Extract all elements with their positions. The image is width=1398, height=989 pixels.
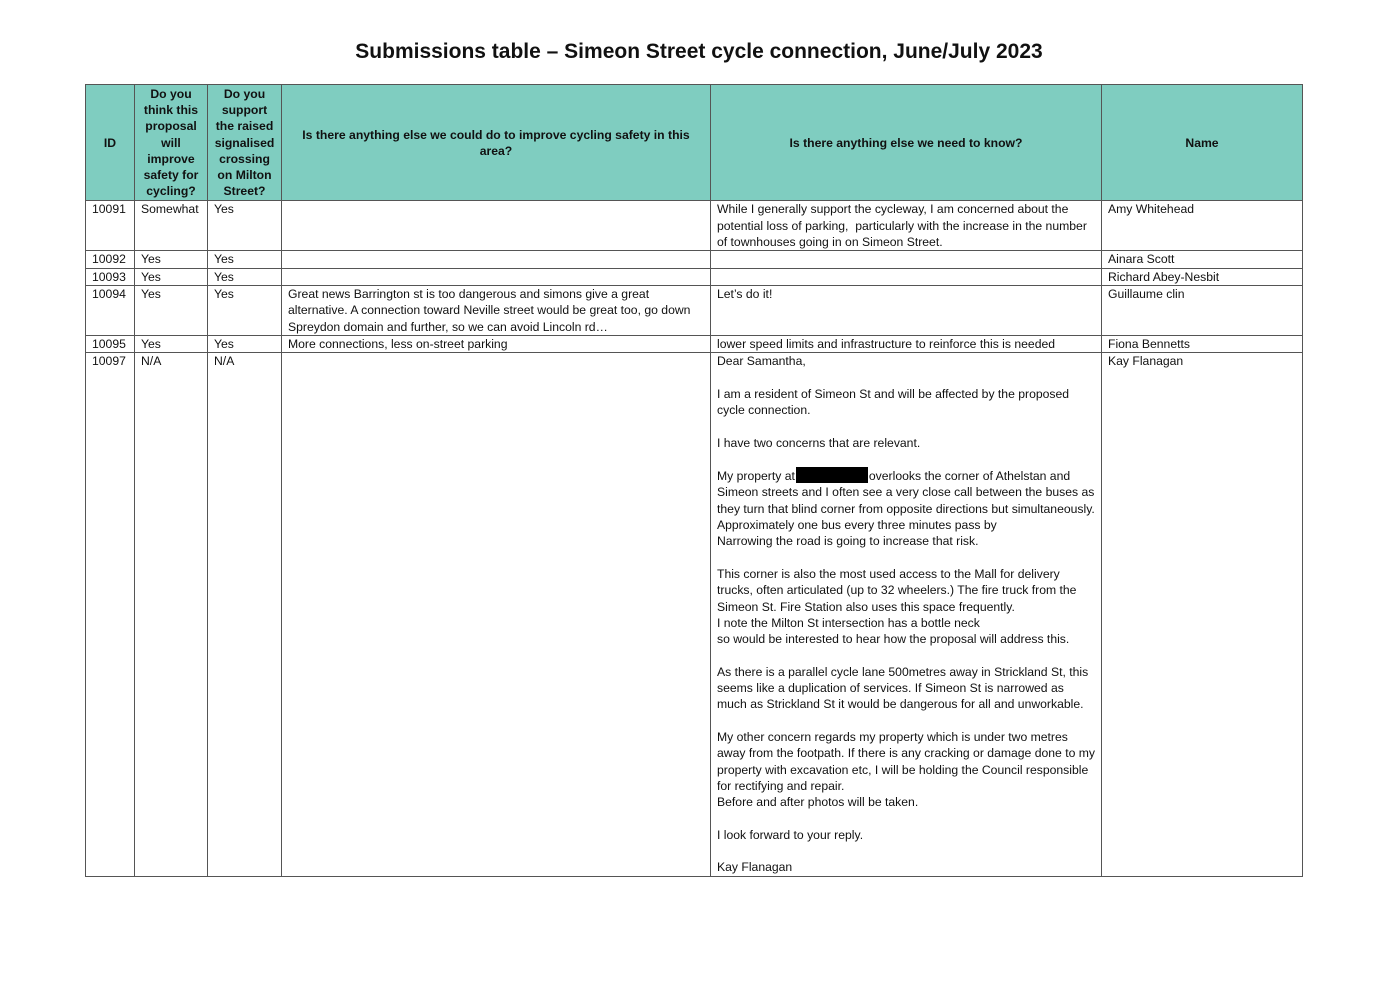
cell-know: lower speed limits and infrastructure to reinforce this is needed: [711, 335, 1102, 352]
cell-safety: Yes: [135, 285, 208, 335]
col-header-name: Name: [1102, 85, 1303, 201]
col-header-safety: Do you think this proposal will improve safety for cycling?: [135, 85, 208, 201]
cell-crossing: Yes: [208, 285, 282, 335]
page-title: Submissions table – Simeon Street cycle connection, June/July 2023: [355, 40, 1043, 63]
cell-safety: Yes: [135, 268, 208, 285]
cell-name: Kay Flanagan: [1102, 353, 1303, 877]
cell-name: Fiona Bennetts: [1102, 335, 1303, 352]
cell-safety: Yes: [135, 335, 208, 352]
cell-know: Let’s do it!: [711, 285, 1102, 335]
letter-part-1: Dear Samantha, I am a resident of Simeon St and will be affected by the proposed cycle connection. I have two concerns that are relevant. My property at: [717, 354, 1070, 484]
col-header-know: Is there anything else we need to know?: [711, 85, 1102, 201]
cell-know: While I generally support the cycleway, I am concerned about the potential loss of parking, particularly with the increase in the number of townhouses going in on Simeon Street.: [711, 201, 1102, 251]
cell-crossing: Yes: [208, 268, 282, 285]
cell-id: 10092: [86, 251, 135, 268]
cell-improve: [282, 268, 711, 285]
cell-id: 10095: [86, 335, 135, 352]
table-row: [86, 201, 1303, 251]
cell-improve: [282, 201, 711, 251]
cell-know: [711, 353, 1102, 877]
cell-crossing: N/A: [208, 353, 282, 877]
cell-id: 10091: [86, 201, 135, 251]
cell-safety: N/A: [135, 353, 208, 877]
submissions-table: [85, 84, 1303, 877]
cell-id: 10097: [86, 353, 135, 877]
cell-improve: [282, 353, 711, 877]
cell-improve: More connections, less on-street parking: [282, 335, 711, 352]
table-row: [86, 285, 1303, 335]
cell-name: Amy Whitehead: [1102, 201, 1303, 251]
cell-crossing: Yes: [208, 201, 282, 251]
cell-improve: Great news Barrington st is too dangerous and simons give a great alternative. A connection toward Neville street would be great too, go down Spreydon domain and further, so we can avoid Lincoln rd…: [282, 285, 711, 335]
letter-part-2: overlooks the corner of Athelstan and Simeon streets and I often see a very close call between the buses as they turn that blind corner from opposite directions but simultaneously. Approximately one bus every three minutes pass by Narrowing the road is going to increase that risk. This corner is also the most used access to the Mall for delivery trucks, often articulated (up to 32 wheelers.) The fire truck from the Simeon St. Fire Station also uses this space frequently. I note the Milton St intersection has a bottle neck so would be interested to hear how the proposal will address this. As there is a parallel cycle lane 500metres away in Strickland St, this seems like a duplication of services. If Simeon St is narrowed as much as Strickland St it would be dangerous for all and unworkable. My other concern regards my property which is under two metres away from the footpath. If there is any cracking or damage done to my property with excavation etc, I will be holding the Council responsible for rectifying and repair. Before and after photos will be taken. I look forward to your reply. Kay Flanagan: [717, 469, 1096, 875]
col-header-crossing: Do you support the raised signalised crossing on Milton Street?: [208, 85, 282, 201]
col-header-id: ID: [86, 85, 135, 201]
cell-safety: Yes: [135, 251, 208, 268]
table-row: [86, 335, 1303, 352]
col-header-improve: Is there anything else we could do to improve cycling safety in this area?: [282, 85, 711, 201]
table-row: [86, 268, 1303, 285]
cell-know: [711, 251, 1102, 268]
table-row: [86, 251, 1303, 268]
cell-know: [711, 268, 1102, 285]
table-row: [86, 353, 1303, 877]
cell-id: 10093: [86, 268, 135, 285]
header-row: [86, 85, 1303, 201]
cell-crossing: Yes: [208, 251, 282, 268]
cell-id: 10094: [86, 285, 135, 335]
cell-name: Guillaume clin: [1102, 285, 1303, 335]
cell-improve: [282, 251, 711, 268]
cell-crossing: Yes: [208, 335, 282, 352]
redaction-block: [796, 467, 868, 483]
cell-safety: Somewhat: [135, 201, 208, 251]
cell-name: Ainara Scott: [1102, 251, 1303, 268]
cell-name: Richard Abey-Nesbit: [1102, 268, 1303, 285]
